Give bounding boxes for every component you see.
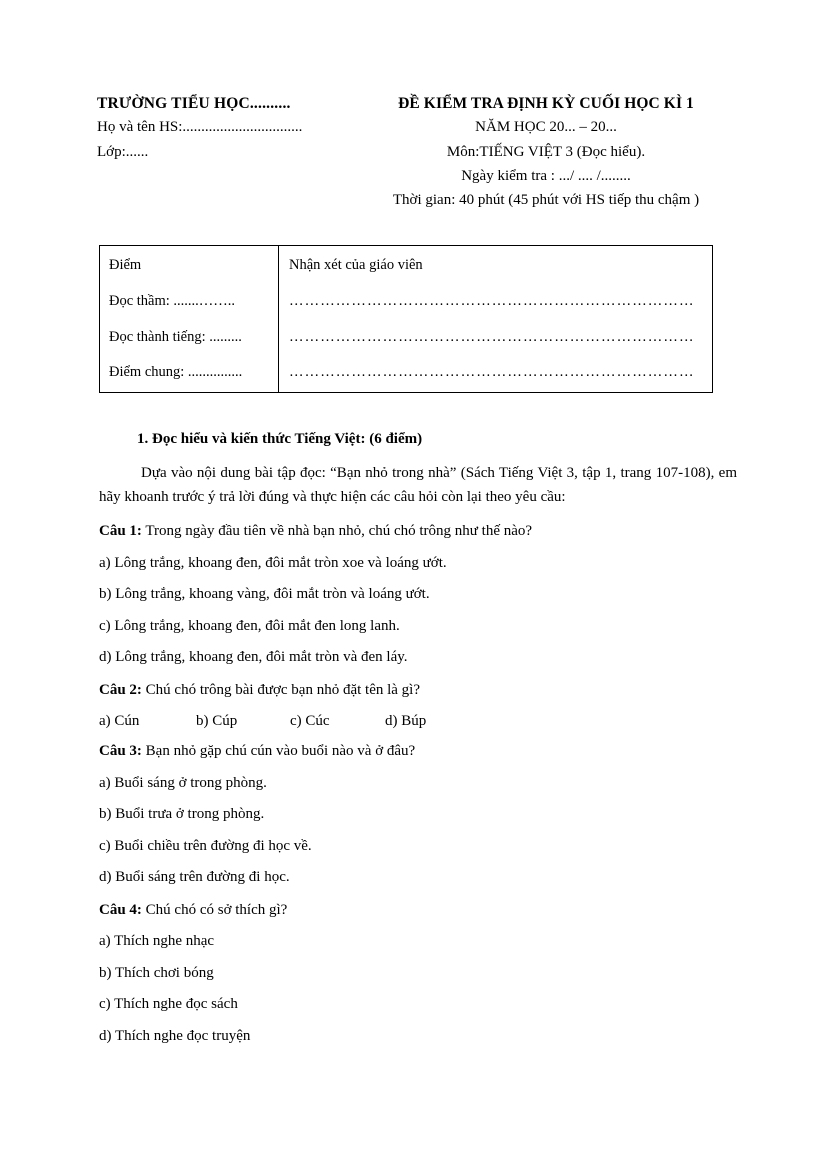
duration-line: Thời gian: 40 phút (45 phút với HS tiếp thu chậm )	[392, 192, 700, 209]
question-3-option-a[interactable]: a) Buổi sáng ở trong phòng.	[99, 774, 267, 791]
question-2-text: Chú chó trông bài được bạn nhỏ đặt tên là gì?	[141, 681, 421, 698]
question-2	[99, 679, 739, 702]
silent-reading-score-row: Đọc thầm: .......……..	[109, 292, 236, 309]
score-column-header: Điểm	[109, 257, 142, 273]
question-1	[99, 520, 739, 543]
question-3-label: Câu 3:	[99, 743, 142, 760]
student-name-field-line: Họ và tên HS:................................	[97, 119, 303, 136]
question-2-option-a[interactable]: a) Cún	[99, 713, 140, 730]
question-4-option-a[interactable]: a) Thích nghe nhạc	[99, 933, 215, 950]
question-2-option-b[interactable]: b) Cúp	[196, 713, 238, 730]
comment-dotted-line: ……………………………………………………………………	[289, 364, 695, 381]
question-2-option-d[interactable]: d) Búp	[385, 713, 427, 730]
question-1-option-b[interactable]: b) Lông trắng, khoang vàng, đôi mắt tròn và loáng ướt.	[99, 586, 430, 603]
question-4-option-c[interactable]: c) Thích nghe đọc sách	[99, 996, 238, 1013]
exam-content	[99, 428, 739, 1047]
question-4-label: Câu 4:	[99, 901, 142, 918]
question-4	[99, 899, 739, 922]
question-1-option-c[interactable]: c) Lông trắng, khoang đen, đôi mắt đen long lanh.	[99, 617, 400, 634]
question-2-options-row	[99, 710, 739, 730]
instructions-paragraph: Dựa vào nội dung bài tập đọc: “Bạn nhỏ trong nhà” (Sách Tiếng Việt 3, tập 1, trang 107-108), em hãy khoanh trước ý trả lời đúng và thực hiện các câu hỏi còn lại theo yêu cầu:	[99, 464, 737, 505]
question-1-label: Câu 1:	[99, 523, 142, 540]
document-header	[97, 92, 717, 212]
subject-line: Môn:TIẾNG VIỆT 3 (Đọc hiểu).	[446, 143, 646, 160]
header-left-block	[97, 92, 375, 164]
section-title-reading-comprehension: 1. Đọc hiểu và kiến thức Tiếng Việt: (6 điểm)	[137, 431, 423, 447]
question-1-option-a[interactable]: a) Lông trắng, khoang đen, đôi mắt tròn xoe và loáng ướt.	[99, 554, 447, 571]
score-column	[100, 246, 279, 392]
question-3-option-d[interactable]: d) Buổi sáng trên đường đi học.	[99, 869, 290, 886]
header-right-block	[375, 92, 717, 212]
question-2-option-c[interactable]: c) Cúc	[290, 713, 330, 730]
school-name-line: TRƯỜNG TIỂU HỌC..........	[97, 95, 291, 112]
question-3-text: Bạn nhỏ gặp chú cún vào buổi nào và ở đâu?	[141, 743, 416, 760]
question-3-option-c[interactable]: c) Buổi chiều trên đường đi học về.	[99, 837, 312, 854]
comment-dotted-line: ……………………………………………………………………	[289, 292, 695, 309]
school-year-line: NĂM HỌC 20... – 20...	[475, 119, 617, 136]
question-1-text: Trong ngày đầu tiên về nhà bạn nhỏ, chú chó trông như thế nào?	[141, 523, 533, 540]
exam-date-line: Ngày kiểm tra : .../ .... /........	[461, 167, 631, 184]
question-4-option-b[interactable]: b) Thích chơi bóng	[99, 964, 214, 981]
teacher-comment-column	[279, 246, 712, 392]
score-and-comment-table	[99, 245, 713, 393]
comment-dotted-line: ……………………………………………………………………	[289, 328, 695, 345]
teacher-comment-header: Nhận xét của giáo viên	[289, 257, 423, 273]
question-4-option-d[interactable]: d) Thích nghe đọc truyện	[99, 1027, 251, 1044]
question-4-text: Chú chó có sở thích gì?	[141, 901, 288, 918]
class-field-line: Lớp:......	[97, 143, 149, 160]
oral-reading-score-row: Đọc thành tiếng: .........	[109, 328, 242, 345]
question-2-label: Câu 2:	[99, 681, 142, 698]
question-3-option-b[interactable]: b) Buổi trưa ở trong phòng.	[99, 806, 265, 823]
question-1-option-d[interactable]: d) Lông trắng, khoang đen, đôi mắt tròn và đen láy.	[99, 649, 408, 666]
exam-title: ĐỀ KIỂM TRA ĐỊNH KỲ CUỐI HỌC KÌ 1	[398, 95, 694, 112]
question-3	[99, 740, 739, 763]
total-score-row: Điểm chung: ...............	[109, 364, 243, 381]
